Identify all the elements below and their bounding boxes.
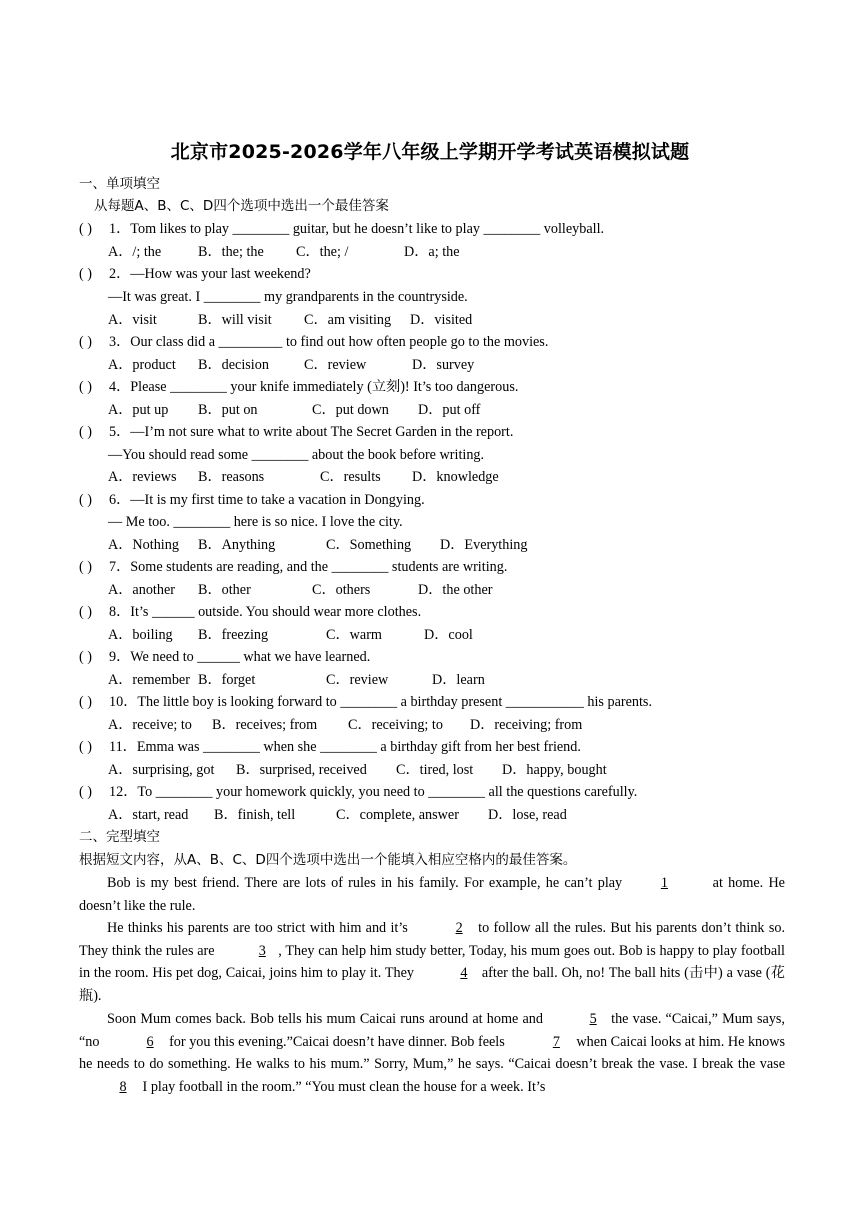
question-number: 1． — [109, 221, 131, 237]
option-c[interactable]: C．Something — [326, 537, 412, 553]
answer-paren[interactable]: ( ) — [79, 604, 92, 620]
option-d[interactable]: D．knowledge — [412, 469, 499, 485]
section2-instruction: 根据短文内容，从A、B、C、D四个选项中选出一个能填入相应空格内的最佳答案。 — [79, 852, 577, 868]
question-11-options — [108, 761, 607, 779]
question-5-stem-line2: —You should read some ________ about the book before writing. — [108, 447, 485, 463]
option-d[interactable]: D．learn — [432, 672, 485, 688]
question-7 — [79, 558, 507, 576]
question-4-options — [108, 401, 480, 419]
option-a[interactable]: A．put up — [108, 402, 169, 418]
answer-paren[interactable]: ( ) — [79, 649, 92, 665]
option-b[interactable]: B．freezing — [198, 627, 269, 643]
option-a[interactable]: A．another — [108, 582, 175, 598]
option-d[interactable]: D．put off — [418, 402, 481, 418]
option-c[interactable]: C．the; / — [296, 244, 349, 260]
question-number: 9． — [109, 649, 131, 665]
question-stem: Tom likes to play ________ guitar, but he doesn’t like to play ________ volleyball. — [130, 221, 605, 237]
blank-8[interactable]: 8 — [119, 1078, 127, 1095]
question-10-options — [108, 716, 582, 734]
question-2 — [79, 265, 311, 283]
answer-paren[interactable]: ( ) — [79, 784, 92, 800]
option-b[interactable]: B．will visit — [198, 312, 272, 328]
question-stem: Our class did a _________ to find out how often people go to the movies. — [130, 334, 549, 350]
question-3 — [79, 333, 548, 351]
answer-paren[interactable]: ( ) — [79, 266, 92, 282]
question-6-options — [108, 536, 527, 554]
question-5-options — [108, 468, 499, 486]
answer-paren[interactable]: ( ) — [79, 492, 92, 508]
blank-2[interactable]: 2 — [455, 920, 463, 936]
question-stem: —How was your last weekend? — [130, 266, 311, 282]
paragraph-text: at home. He doesn’t like the rule. — [79, 875, 785, 914]
cloze-paragraph-3 — [79, 1008, 785, 1098]
option-c[interactable]: C．results — [320, 469, 381, 485]
section2-heading: 二、完型填空 — [79, 829, 160, 845]
answer-paren[interactable]: ( ) — [79, 334, 92, 350]
option-c[interactable]: C．complete, answer — [336, 807, 459, 823]
option-b[interactable]: B．surprised, received — [236, 762, 367, 778]
option-c[interactable]: C．others — [312, 582, 371, 598]
option-b[interactable]: B．Anything — [198, 537, 276, 553]
question-6 — [79, 491, 425, 509]
answer-paren[interactable]: ( ) — [79, 424, 92, 440]
question-9 — [79, 648, 370, 666]
option-c[interactable]: C．tired, lost — [396, 762, 474, 778]
answer-paren[interactable]: ( ) — [79, 221, 92, 237]
question-number: 12． — [109, 784, 138, 800]
option-d[interactable]: D．Everything — [440, 537, 528, 553]
option-a[interactable]: A．visit — [108, 312, 157, 328]
question-stem: —I’m not sure what to write about The Secret Garden in the report. — [130, 424, 514, 440]
option-b[interactable]: B．decision — [198, 357, 269, 373]
question-4 — [79, 378, 518, 396]
question-number: 5． — [109, 424, 131, 440]
question-number: 2． — [109, 266, 131, 282]
option-a[interactable]: A．reviews — [108, 469, 177, 485]
paragraph-text: to follow all the rules. But his parents don’t think so. They think the rules are — [79, 920, 785, 959]
option-d[interactable]: D．visited — [410, 312, 473, 328]
paragraph-text: the vase. “Caicai,” Mum says, “no — [79, 1011, 785, 1050]
option-b[interactable]: B．other — [198, 582, 251, 598]
option-c[interactable]: C．receiving; to — [348, 717, 443, 733]
question-number: 7． — [109, 559, 131, 575]
blank-3[interactable]: 3 — [258, 942, 266, 959]
question-6-stem-line2: — Me too. ________ here is so nice. I love the city. — [108, 514, 403, 530]
paragraph-text: Bob is my best friend. There are lots of rules in his family. For example, he can’t play — [107, 875, 628, 891]
option-d[interactable]: D．happy, bought — [502, 762, 607, 778]
question-number: 10． — [109, 694, 138, 710]
option-d[interactable]: D．the other — [418, 582, 493, 598]
question-10 — [79, 693, 652, 711]
question-2-options — [108, 311, 472, 329]
question-number: 3． — [109, 334, 131, 350]
question-number: 11． — [109, 739, 137, 755]
question-11 — [79, 738, 581, 756]
blank-4[interactable]: 4 — [460, 965, 468, 981]
option-c[interactable]: C．review — [304, 357, 367, 373]
option-c[interactable]: C．am visiting — [304, 312, 392, 328]
question-12 — [79, 783, 637, 801]
question-stem: The little boy is looking forward to ________ a birthday present ___________ his parents. — [137, 694, 652, 710]
question-9-options — [108, 671, 485, 689]
question-stem: It’s ______ outside. You should wear more clothes. — [130, 604, 422, 620]
option-d[interactable]: D．lose, read — [488, 807, 567, 823]
blank-7[interactable]: 7 — [552, 1033, 560, 1050]
option-d[interactable]: D．a; the — [404, 244, 460, 260]
paragraph-text: for you this evening.”Caicai doesn’t have dinner. Bob feels — [169, 1033, 509, 1050]
question-stem: Emma was ________ when she ________ a birthday gift from her best friend. — [136, 739, 581, 755]
question-8 — [79, 603, 421, 621]
answer-paren[interactable]: ( ) — [79, 694, 92, 710]
option-b[interactable]: B．put on — [198, 402, 258, 418]
page-title: 北京市2025-2026学年八年级上学期开学考试英语模拟试题 — [170, 141, 690, 163]
section1-heading: 一、单项填空 — [79, 176, 160, 192]
question-number: 8． — [109, 604, 131, 620]
option-b[interactable]: B．the; the — [198, 244, 264, 260]
option-b[interactable]: B．receives; from — [212, 717, 318, 733]
option-a[interactable]: A．product — [108, 357, 176, 373]
question-8-options — [108, 626, 473, 644]
blank-5[interactable]: 5 — [589, 1011, 597, 1027]
paragraph-text: Soon Mum comes back. Bob tells his mum Caicai runs around at home and — [107, 1011, 548, 1027]
answer-paren[interactable]: ( ) — [79, 559, 92, 575]
option-a[interactable]: A．start, read — [108, 807, 189, 823]
option-a[interactable]: A．boiling — [108, 627, 173, 643]
answer-paren[interactable]: ( ) — [79, 379, 92, 395]
option-d[interactable]: D．receiving; from — [470, 717, 583, 733]
option-c[interactable]: C．warm — [326, 627, 382, 643]
question-7-options — [108, 581, 492, 599]
question-5 — [79, 423, 513, 441]
question-stem: Some students are reading, and the ________ students are writing. — [130, 559, 508, 575]
cloze-paragraph-2 — [79, 917, 785, 1007]
blank-1[interactable]: 1 — [660, 875, 668, 891]
question-stem: To ________ your homework quickly, you need to ________ all the questions carefully. — [137, 784, 638, 800]
paragraph-text: after the ball. Oh, no! The ball hits (击中) a vase (花瓶). — [79, 965, 785, 1004]
question-stem: —It is my first time to take a vacation in Dongying. — [130, 492, 425, 508]
question-stem: Please ________ your knife immediately (立刻)! It’s too dangerous. — [130, 379, 519, 395]
option-a[interactable]: A．receive; to — [108, 717, 192, 733]
question-number: 4． — [109, 379, 131, 395]
blank-6[interactable]: 6 — [146, 1033, 154, 1050]
question-3-options — [108, 356, 474, 374]
answer-paren[interactable]: ( ) — [79, 739, 92, 755]
option-a[interactable]: A．surprising, got — [108, 762, 215, 778]
option-a[interactable]: A．Nothing — [108, 537, 179, 553]
question-number: 6． — [109, 492, 131, 508]
question-2-stem-line2: —It was great. I ________ my grandparents in the countryside. — [108, 289, 468, 305]
paragraph-text: , They can help him study better, Today, his mum goes out. Bob is happy to play football in the room. His pet dog, Caicai, joins him to play it. They — [79, 942, 786, 981]
question-12-options — [108, 806, 567, 824]
option-a[interactable]: A．remember — [108, 672, 190, 688]
option-a[interactable]: A．/; the — [108, 244, 162, 260]
question-1 — [79, 220, 604, 238]
option-d[interactable]: D．survey — [412, 357, 475, 373]
paragraph-text: I play football in the room.” “You must clean the house for a week. It’s — [139, 1078, 546, 1095]
option-c[interactable]: C．put down — [312, 402, 389, 418]
paragraph-text: He thinks his parents are too strict with him and it’s — [107, 920, 413, 936]
option-b[interactable]: B．finish, tell — [214, 807, 296, 823]
option-c[interactable]: C．review — [326, 672, 389, 688]
section1-instruction: 从每题A、B、C、D四个选项中选出一个最佳答案 — [94, 198, 389, 214]
question-stem: We need to ______ what we have learned. — [130, 649, 371, 665]
paragraph-text: when Caicai looks at him. He knows he needs to do something. He walks to his mum.” Sorry, Mum,” he says. “Caicai doesn’t break the vase. I break the vase — [79, 1033, 785, 1072]
option-d[interactable]: D．cool — [424, 627, 473, 643]
question-1-options — [108, 243, 460, 261]
option-b[interactable]: B．reasons — [198, 469, 265, 485]
option-b[interactable]: B．forget — [198, 672, 256, 688]
cloze-paragraph-1 — [79, 872, 785, 917]
